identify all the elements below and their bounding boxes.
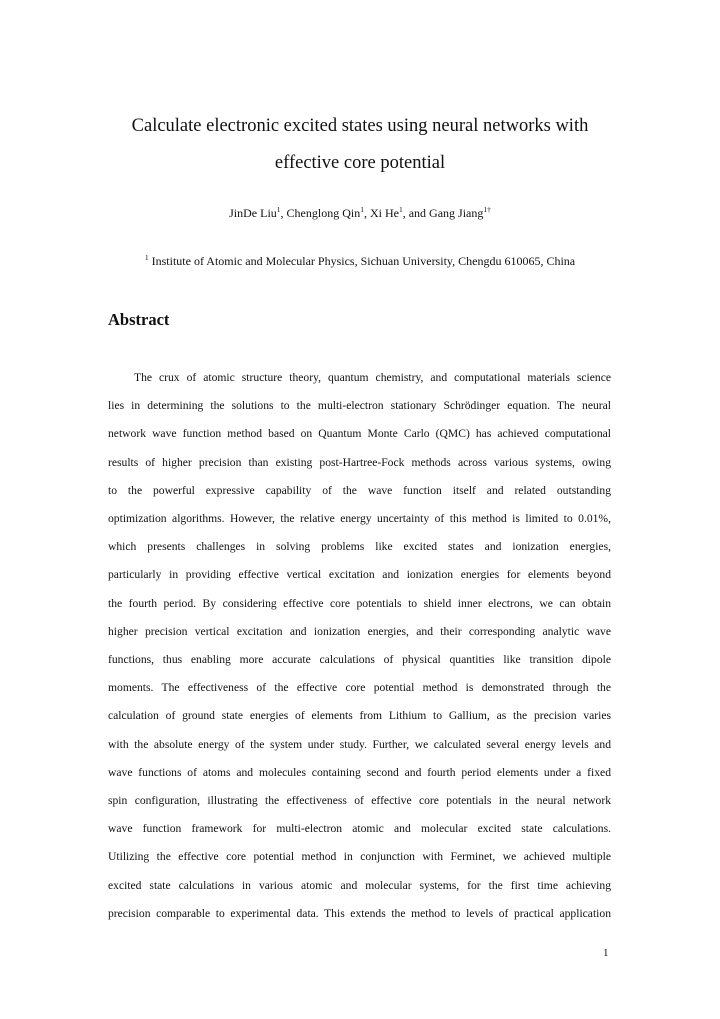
page-number: 1 xyxy=(603,947,609,959)
author-name: Gang Jiang xyxy=(429,206,484,220)
affiliation xyxy=(0,254,720,269)
abstract-line: excited state calculations in various atomic and molecular systems, for the first time achieving xyxy=(108,878,611,892)
affiliation-text: Institute of Atomic and Molecular Physics, Sichuan University, Chengdu 610065, China xyxy=(148,254,576,268)
paper-title-line-2: effective core potential xyxy=(274,153,446,173)
author-name: JinDe Liu xyxy=(229,206,277,220)
abstract-line: The crux of atomic structure theory, quantum chemistry, and computational materials science xyxy=(134,371,611,384)
author-list xyxy=(0,206,720,221)
abstract-heading: Abstract xyxy=(108,310,170,329)
author-name: Xi He xyxy=(369,206,399,220)
abstract-line: network wave function method based on Quantum Monte Carlo (QMC) has achieved computational xyxy=(108,427,611,441)
abstract-line: Utilizing the effective core potential method in conjunction with Ferminet, we achieved multiple xyxy=(108,850,611,864)
abstract-line: particularly in providing effective vertical excitation and ionization energies for elements beyond xyxy=(108,568,611,582)
abstract-line: which presents challenges in solving problems like excited states and ionization energies, xyxy=(108,540,611,554)
abstract-line: spin configuration, illustrating the effectiveness of effective core potentials in the neural network xyxy=(108,794,611,807)
author-separator: , and xyxy=(402,206,430,220)
author-affiliation-mark: 1 xyxy=(360,205,364,214)
abstract-line: the fourth period. By considering effective core potentials to shield inner electrons, we can obtain xyxy=(108,596,611,610)
abstract-line: higher precision vertical excitation and ionization energies, and their corresponding analytic wave xyxy=(108,624,611,638)
abstract-line: with the absolute energy of the system under study. Further, we calculated several energy levels and xyxy=(108,737,611,751)
author-affiliation-mark: 1 xyxy=(398,205,403,214)
abstract-line: results of higher precision than existing post-Hartree-Fock methods across various systems, owing xyxy=(108,455,611,469)
abstract-line: optimization algorithms. However, the relative energy uncertainty of this method is limited to 0.01%, xyxy=(108,512,611,525)
author-separator: , xyxy=(280,206,287,220)
affiliation-mark: 1 xyxy=(144,253,149,262)
abstract-line: moments. The effectiveness of the effective core potential method is demonstrated through the xyxy=(108,681,611,695)
author-separator: , xyxy=(363,206,370,220)
abstract-line: to the powerful expressive capability of the wave function itself and related outstanding xyxy=(108,483,611,497)
author-affiliation-mark: 1 xyxy=(276,205,281,214)
abstract-line: lies in determining the solutions to the multi-electron stationary Schrödinger equation. The neural xyxy=(108,399,611,413)
paper-title-line-1: Calculate electronic excited states using neural networks with xyxy=(131,116,589,136)
abstract-line: functions, thus enabling more accurate calculations of physical quantities like transition dipole xyxy=(108,653,611,666)
abstract-line: wave function framework for multi-electron atomic and molecular excited state calculations. xyxy=(108,822,611,836)
abstract-line: calculation of ground state energies of elements from Lithium to Gallium, as the precision varies xyxy=(108,709,611,723)
author-name: Chenglong Qin xyxy=(286,206,361,220)
author-affiliation-mark: 1† xyxy=(483,205,491,214)
abstract-line: precision comparable to experimental data. This extends the method to levels of practical application xyxy=(108,906,611,920)
abstract-line: wave functions of atoms and molecules containing second and fourth period elements under a fixed xyxy=(108,765,611,779)
